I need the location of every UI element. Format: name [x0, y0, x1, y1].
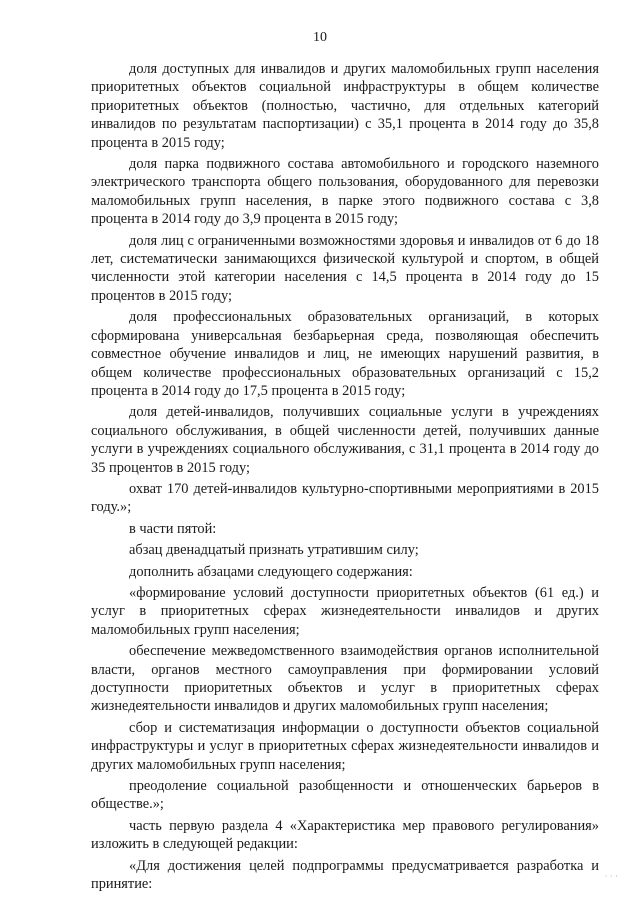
paragraph-9: дополнить абзацами следующего содержания:	[129, 563, 413, 580]
paragraph-5: доля детей-инвалидов, получивших социальные услуги в учреждениях социального обслуживания, в общей численности детей, получивших данные услуги в учреждениях социального обслуживания, с 31,1 процента в 2014 году до 35 процентов в 2015 году;	[91, 404, 599, 476]
page-number: 10	[313, 30, 327, 45]
paragraph-11: обеспечение межведомственного взаимодействия органов исполнительной власти, органов местного самоуправления при формировании условий доступности приоритетных объектов и услуг в приоритетных сферах жизнедеятельности инвалидов и других маломобильных групп населения;	[91, 643, 599, 715]
paragraph-7: в части пятой:	[129, 520, 217, 537]
paragraph-10: «формирование условий доступности приоритетных объектов (61 ед.) и услуг в приоритетных сферах жизнедеятельности инвалидов и других маломобильных групп населения;	[91, 584, 599, 638]
scan-artifact: · · ·	[604, 871, 618, 881]
paragraph-12: сбор и систематизация информации о доступности объектов социальной инфраструктуры и услуг в приоритетных сферах жизнедеятельности инвалидов и других маломобильных групп населения;	[91, 719, 599, 773]
paragraph-8: абзац двенадцатый признать утратившим силу;	[129, 542, 419, 559]
document-body	[91, 60, 599, 893]
paragraph-14: часть первую раздела 4 «Характеристика мер правового регулирования» изложить в следующей редакции:	[91, 817, 599, 853]
paragraph-6: охват 170 детей-инвалидов культурно-спортивными мероприятиями в 2015 году.»;	[91, 480, 599, 516]
paragraph-2: доля парка подвижного состава автомобильного и городского наземного электрического транспорта общего пользования, оборудованного для перевозки маломобильных групп населения, в парке этого подвижного состава с 3,8 процента в 2014 году до 3,9 процента в 2015 году;	[91, 156, 599, 228]
paragraph-3: доля лиц с ограниченными возможностями здоровья и инвалидов от 6 до 18 лет, систематически занимающихся физической культурой и спортом, в общей численности этой категории населения с 14,5 процента в 2014 году до 15 процентов в 2015 году;	[91, 232, 599, 304]
paragraph-15: «Для достижения целей подпрограммы предусматривается разработка и принятие:	[91, 857, 599, 893]
paragraph-1: доля доступных для инвалидов и других маломобильных групп населения приоритетных объектов социальной инфраструктуры в общем количестве приоритетных объектов (полностью, частично, для отдельных категорий инвалидов по результатам паспортизации) с 35,1 процента в 2014 году до 35,8 процента в 2015 году;	[91, 61, 599, 151]
paragraph-4: доля профессиональных образовательных организаций, в которых сформирована универсальная безбарьерная среда, позволяющая обеспечить совместное обучение инвалидов и лиц, не имеющих нарушений развития, в общем количестве профессиональных образовательных организаций с 15,2 процента в 2014 году до 17,5 процента в 2015 году;	[91, 309, 599, 399]
paragraph-13: преодоление социальной разобщенности и отношенческих барьеров в обществе.»;	[91, 778, 599, 813]
